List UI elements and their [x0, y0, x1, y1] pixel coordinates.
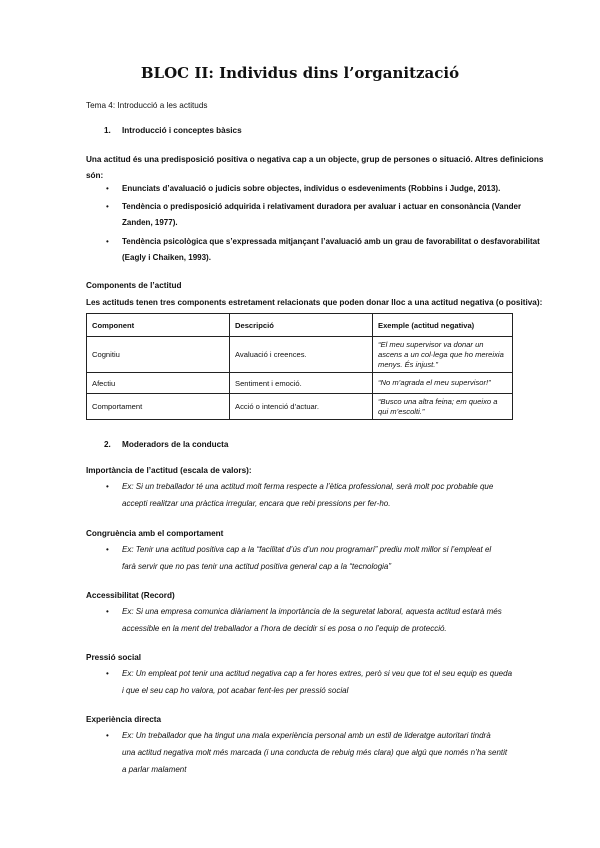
bullet-icon: • — [106, 202, 109, 211]
definition-item: Tendència psicològica que s’expressada mitjançant l’avaluació amb un grau de favorabilitat o desfavorabilitat — [122, 237, 540, 246]
bullet-icon: • — [106, 184, 109, 193]
moderator-example: Ex: Un treballador que ha tingut una mala experiència personal amb un estil de lideratge autoritari tindrà — [122, 731, 491, 740]
table-cell: Comportament — [87, 394, 230, 420]
table-cell: Avaluació i creences. — [230, 337, 373, 373]
table-row — [87, 337, 513, 373]
moderator-example: Ex: Si una empresa comunica diàriament la importància de la seguretat laboral, aquesta actitud estarà més — [122, 607, 502, 616]
table-cell: “No m’agrada el meu supervisor!” — [373, 373, 513, 394]
table-header: Descripció — [230, 314, 373, 337]
table-cell: “El meu supervisor va donar un ascens a un col·lega que ho mereixia menys. És injust.” — [373, 337, 513, 373]
bullet-icon: • — [106, 607, 109, 616]
moderator-example: Ex: Tenir una actitud positiva cap a la “facilitat d’ús d’un nou programari” prediu molt millor si l’empleat el — [122, 545, 492, 554]
moderator-example: a parlar malament — [122, 765, 187, 774]
components-heading: Components de l’actitud — [86, 281, 182, 290]
section-number: 1. — [104, 126, 111, 135]
table-row — [87, 394, 513, 420]
moderator-example: Ex: Si un treballador té una actitud molt ferma respecte a l’ètica professional, serà molt poc probable que — [122, 482, 494, 491]
moderator-example: farà servir que no pas tenir una actitud positiva general cap a la “tecnologia” — [122, 562, 392, 571]
definition-item: Zanden, 1977). — [122, 218, 178, 227]
page-title: BLOC II: Individus dins l’organització — [140, 64, 460, 82]
topic-heading: Tema 4: Introducció a les actituds — [86, 101, 208, 110]
definition-item: Tendència o predisposició adquirida i relativament duradora per avaluar i actuar en consonància (Vander — [122, 202, 522, 211]
moderator-example: accepti realitzar una pràctica irregular, encara que rebi pressions per fer-ho. — [122, 499, 391, 508]
bullet-icon: • — [106, 237, 109, 246]
table-header: Component — [87, 314, 230, 337]
table-cell: Acció o intenció d’actuar. — [230, 394, 373, 420]
moderator-example: i que el seu cap ho valora, pot acabar fent-les per pressió social — [122, 686, 349, 695]
components-table — [86, 313, 513, 420]
table-cell: Sentiment i emoció. — [230, 373, 373, 394]
intro-text: Una actitud és una predisposició positiva o negativa cap a un objecte, grup de persones o situació. Altres definicions — [86, 155, 544, 164]
moderator-heading: Importància de l’actitud (escala de valors): — [86, 466, 252, 475]
bullet-icon: • — [106, 669, 109, 678]
moderator-heading: Congruència amb el comportament — [86, 529, 224, 538]
section-title: Moderadors de la conducta — [122, 440, 229, 449]
definition-item: Enunciats d’avaluació o judicis sobre objectes, individus o esdeveniments (Robbins i Judge, 2013). — [122, 184, 501, 193]
table-cell: Afectiu — [87, 373, 230, 394]
moderator-heading: Pressió social — [86, 653, 142, 662]
table-header-row — [87, 314, 513, 337]
intro-text: són: — [86, 171, 104, 180]
moderator-example: una actitud negativa molt més marcada (i una conducta de rebuig més clara) que algú que només n’ha sentit — [122, 748, 508, 757]
moderator-heading: Accessibilitat (Record) — [86, 591, 175, 600]
bullet-icon: • — [106, 731, 109, 740]
bullet-icon: • — [106, 482, 109, 491]
components-intro: Les actituds tenen tres components estretament relacionats que poden donar lloc a una actitud negativa (o positiva): — [86, 298, 543, 307]
definition-item: (Eagly i Chaiken, 1993). — [122, 253, 211, 262]
moderator-heading: Experiència directa — [86, 715, 162, 724]
section-title: Introducció i conceptes bàsics — [122, 126, 242, 135]
moderator-example: Ex: Un empleat pot tenir una actitud negativa cap a fer hores extres, però si veu que tot el seu equip es queda — [122, 669, 513, 678]
table-row — [87, 373, 513, 394]
table-cell: Cognitiu — [87, 337, 230, 373]
table-cell: “Busco una altra feina; em queixo a qui m’escolti.” — [373, 394, 513, 420]
section-number: 2. — [104, 440, 111, 449]
moderator-example: accessible en la ment del treballador a l’hora de decidir si es posa o no l’equip de protecció. — [122, 624, 447, 633]
bullet-icon: • — [106, 545, 109, 554]
table-header: Exemple (actitud negativa) — [373, 314, 513, 337]
